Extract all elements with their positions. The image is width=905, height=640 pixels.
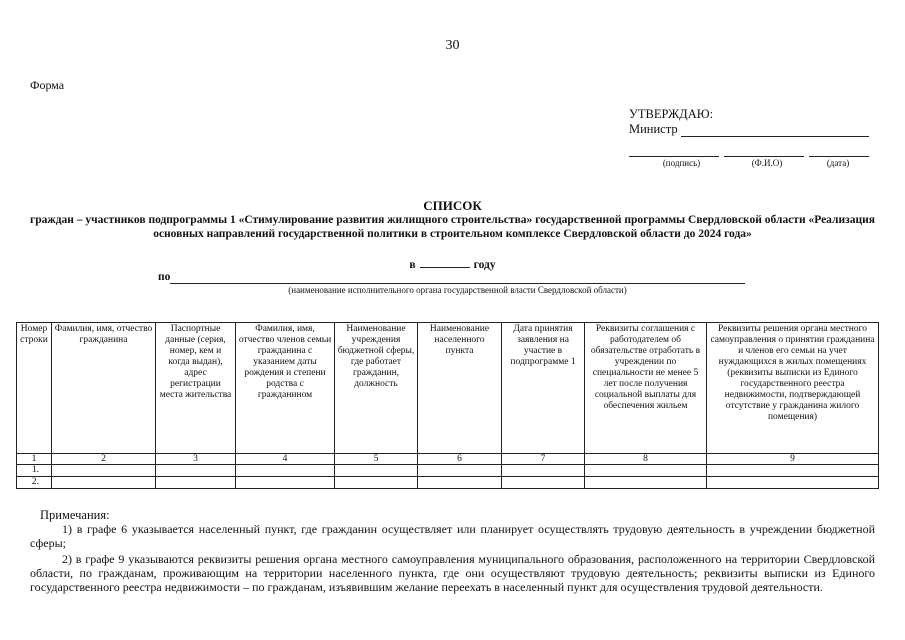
po-caption: (наименование исполнительного органа государственной власти Свердловской области): [288, 285, 627, 295]
table-cell: [502, 465, 585, 477]
minister-row: [629, 122, 713, 137]
row-number: 1.: [17, 465, 52, 477]
table-cell: [236, 477, 335, 489]
table-header-row: [17, 323, 879, 454]
note-item: 1) в графе 6 указывается населенный пункт, где гражданин осуществляет или планирует осуществлять трудовую деятельность в учреждении бюджетной сферы;: [30, 522, 875, 550]
form-label: Форма: [30, 78, 65, 92]
name-caption: (Ф.И.О): [751, 158, 783, 168]
minister-label: Министр: [629, 122, 678, 136]
document-title: СПИСОК: [423, 198, 482, 213]
signature-caption: (подпись): [662, 158, 701, 168]
column-number: 4: [236, 454, 335, 465]
po-blank-line: [170, 283, 745, 284]
table-cell: [156, 465, 236, 477]
year-blank: [420, 257, 470, 268]
table-row: [17, 477, 879, 489]
date-caption: (дата): [826, 158, 850, 168]
approval-heading: УТВЕРЖДАЮ:: [629, 107, 714, 121]
table-header-cell: Фамилия, имя, отчество членов семьи гражданина с указанием даты рождения и степени родства с гражданином: [236, 323, 335, 454]
table-cell: [156, 477, 236, 489]
table-cell: [418, 465, 502, 477]
column-number: 8: [585, 454, 707, 465]
column-number: 1: [17, 454, 52, 465]
note-item: 2) в графе 9 указываются реквизиты решения органа местного самоуправления муниципального образования, расположенного на территории Свердловской области, по гражданам, проживающим на территории населенного пункта, где они осуществляют трудовую деятельность; реквизиты выписки из Единого государственного реестра недвижимости – по гражданам, изъявившим желание переехать в населенный пункт для осуществления трудовой деятельности.: [30, 552, 875, 594]
name-line: [724, 156, 804, 157]
column-number: 7: [502, 454, 585, 465]
signature-line: [629, 156, 719, 157]
table-header-cell: Фамилия, имя, отчество гражданина: [52, 323, 156, 454]
po-label: по: [158, 271, 171, 283]
table-header-cell: Наименование населенного пункта: [418, 323, 502, 454]
table-cell: [236, 465, 335, 477]
table-header-cell: Наименование учреждения бюджетной сферы, где работает гражданин, должность: [335, 323, 418, 454]
table-cell: [52, 465, 156, 477]
column-number: 3: [156, 454, 236, 465]
table-cell: [707, 477, 879, 489]
signature-row: [629, 146, 869, 176]
row-number: 2.: [17, 477, 52, 489]
approval-block: [629, 107, 713, 137]
column-number: 9: [707, 454, 879, 465]
notes-heading: Примечания:: [40, 508, 110, 522]
table-header-cell: Паспортные данные (серия, номер, кем и когда выдан), адрес регистрации места жительства: [156, 323, 236, 454]
table-row: [17, 465, 879, 477]
year-prefix: в: [409, 259, 416, 271]
column-number: 6: [418, 454, 502, 465]
table-header-cell: Дата принятия заявления на участие в подпрограмме 1: [502, 323, 585, 454]
column-number-row: [17, 454, 879, 465]
minister-signature-line: [681, 136, 869, 137]
date-line: [809, 156, 869, 157]
table-cell: [335, 465, 418, 477]
table-cell: [335, 477, 418, 489]
year-suffix: году: [473, 259, 496, 271]
table-cell: [502, 477, 585, 489]
year-line: [0, 257, 905, 271]
table-header-cell: Реквизиты соглашения с работодателем об обязательстве отработать в учреждении по специальности не менее 5 лет после получения социальной выплаты для обеспечения жильем: [585, 323, 707, 454]
table-header-cell: Реквизиты решения органа местного самоуправления о принятии гражданина и членов его семьи на учет нуждающихся в жилых помещениях (реквизиты выписки из Единого государственного реестра недвижимости, подтверждающей отсутствие у гражданина жилого помещения): [707, 323, 879, 454]
page-number: 30: [445, 38, 460, 53]
document-subtitle: граждан – участников подпрограммы 1 «Стимулирование развития жилищного строительства» государственной программы Свердловской области «Реализация основных направлений государственной политики в строительном комплексе Свердловской области до 2024 года»: [30, 214, 875, 240]
table-cell: [585, 465, 707, 477]
column-number: 2: [52, 454, 156, 465]
table-header-cell: Номер строки: [17, 323, 52, 454]
citizens-table: [16, 322, 879, 489]
table-cell: [585, 477, 707, 489]
column-number: 5: [335, 454, 418, 465]
table-cell: [52, 477, 156, 489]
table-cell: [707, 465, 879, 477]
table-cell: [418, 477, 502, 489]
